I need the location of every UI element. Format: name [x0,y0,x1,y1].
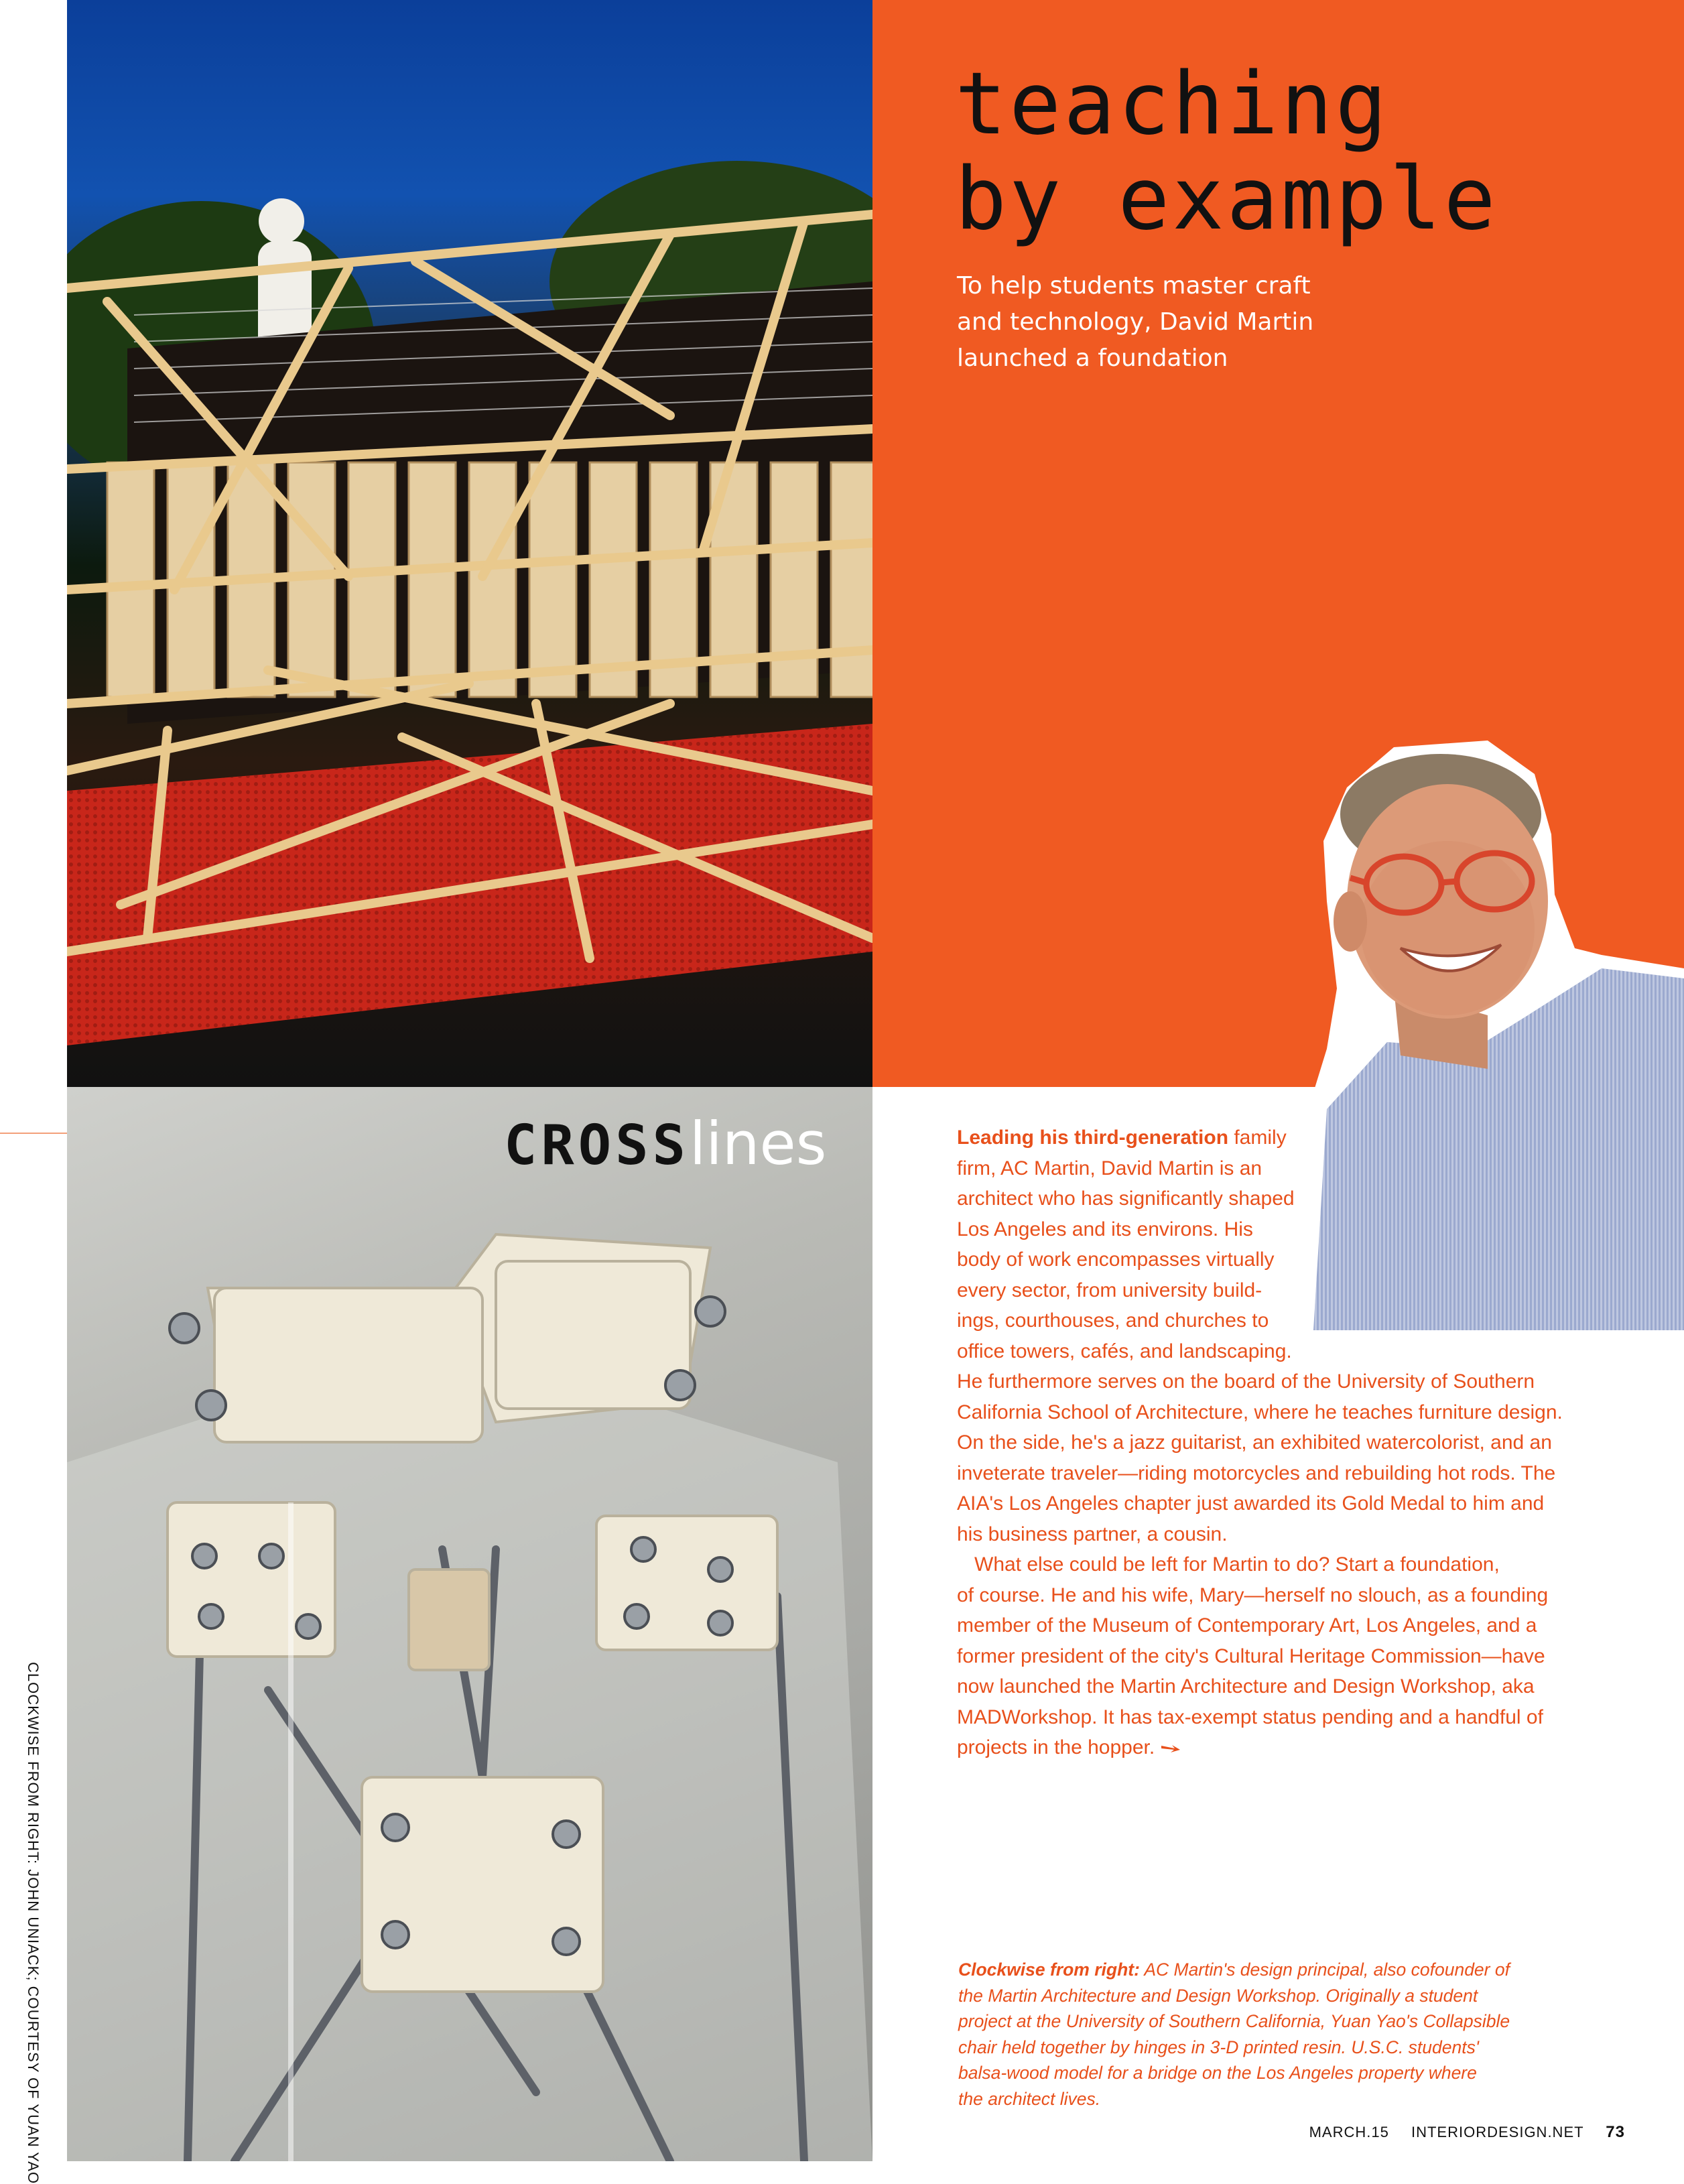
body-line: firm, AC Martin, David Martin is an [957,1157,1262,1179]
body-line: California School of Architecture, where he teaches furniture design. [957,1401,1563,1423]
section-logo-cross: CROSS [504,1114,690,1177]
body-line: inveterate traveler—riding motorcycles and rebuilding hot rods. The [957,1462,1556,1484]
hinged-chair-photo [67,1087,872,2161]
folio-page-number: 73 [1606,2123,1625,2141]
article-body [957,1122,1563,1763]
deck-line-1: To help students master craft [957,272,1311,300]
caption-line [958,1957,1561,1983]
body-line: Los Angeles and its environs. His [957,1218,1253,1240]
deck-line-3: launched a foundation [957,344,1228,372]
caption-line: project at the University of Southern California, Yuan Yao's Collapsible [958,2011,1510,2031]
headline-line-2: by example [955,149,1498,249]
caption-line: the architect lives. [958,2088,1101,2109]
caption-line: balsa-wood model for a bridge on the Los Angeles property where [958,2063,1477,2083]
photo-credit: CLOCKWISE FROM RIGHT: JOHN UNIACK; COURTESY OF YUAN YAO [25,1662,42,2184]
body-line: of course. He and his wife, Mary—herself no slouch, as a founding [957,1584,1549,1606]
hinged-chair-illustration [67,1087,872,2161]
body-line-text: projects in the hopper. [957,1736,1155,1758]
bridge-model-illustration [67,0,872,1087]
body-line: former president of the city's Cultural Heritage Commission—have [957,1645,1545,1667]
headline [955,54,1498,249]
body-line: body of work encompasses virtually [957,1248,1275,1271]
caption-lead-in: Clockwise from right: [958,1960,1140,1980]
body-line: AIA's Los Angeles chapter just awarded its Gold Medal to him and [957,1492,1545,1515]
body-line: his business partner, a cousin. [957,1523,1228,1545]
body-line: He furthermore serves on the board of the University of Southern [957,1370,1535,1393]
folio-site: INTERIORDESIGN.NET [1411,2124,1584,2140]
body-line-last [957,1732,1547,1763]
body-line [957,1122,1547,1153]
end-mark-icon [1160,1743,1181,1754]
body-line: On the side, he's a jazz guitarist, an exhibited watercolorist, and an [957,1431,1552,1454]
body-line: architect who has significantly shaped [957,1187,1295,1210]
section-logo [504,1109,827,1178]
deck-line-2: and technology, David Martin [957,308,1314,336]
body-line-text: family [1228,1127,1287,1149]
body-line: ings, courthouses, and churches to [957,1309,1269,1332]
body-line: office towers, cafés, and landscaping. [957,1340,1292,1362]
body-lead-in: Leading his third-generation [957,1127,1229,1149]
body-line: now launched the Martin Architecture and Design Workshop, aka [957,1675,1535,1697]
gutter-rule [0,1133,67,1134]
bridge-model-photo [67,0,872,1087]
headline-line-1: teaching [955,54,1390,154]
caption-line-text: AC Martin's design principal, also cofounder of [1139,1960,1510,1980]
body-line: every sector, from university build- [957,1279,1262,1301]
body-line: What else could be left for Martin to do? Start a foundation, [974,1553,1500,1576]
body-line: MADWorkshop. It has tax-exempt status pending and a handful of [957,1706,1543,1728]
folio [1292,2123,1625,2142]
photo-caption [958,1957,1561,2112]
deck [957,268,1332,377]
section-logo-lines: lines [689,1109,827,1178]
caption-line: chair held together by hinges in 3-D printed resin. U.S.C. students' [958,2037,1479,2057]
folio-issue: MARCH.15 [1309,2124,1389,2140]
body-line: member of the Museum of Contemporary Art, Los Angeles, and a [957,1614,1537,1636]
caption-line: the Martin Architecture and Design Workshop. Originally a student [958,1985,1478,2006]
